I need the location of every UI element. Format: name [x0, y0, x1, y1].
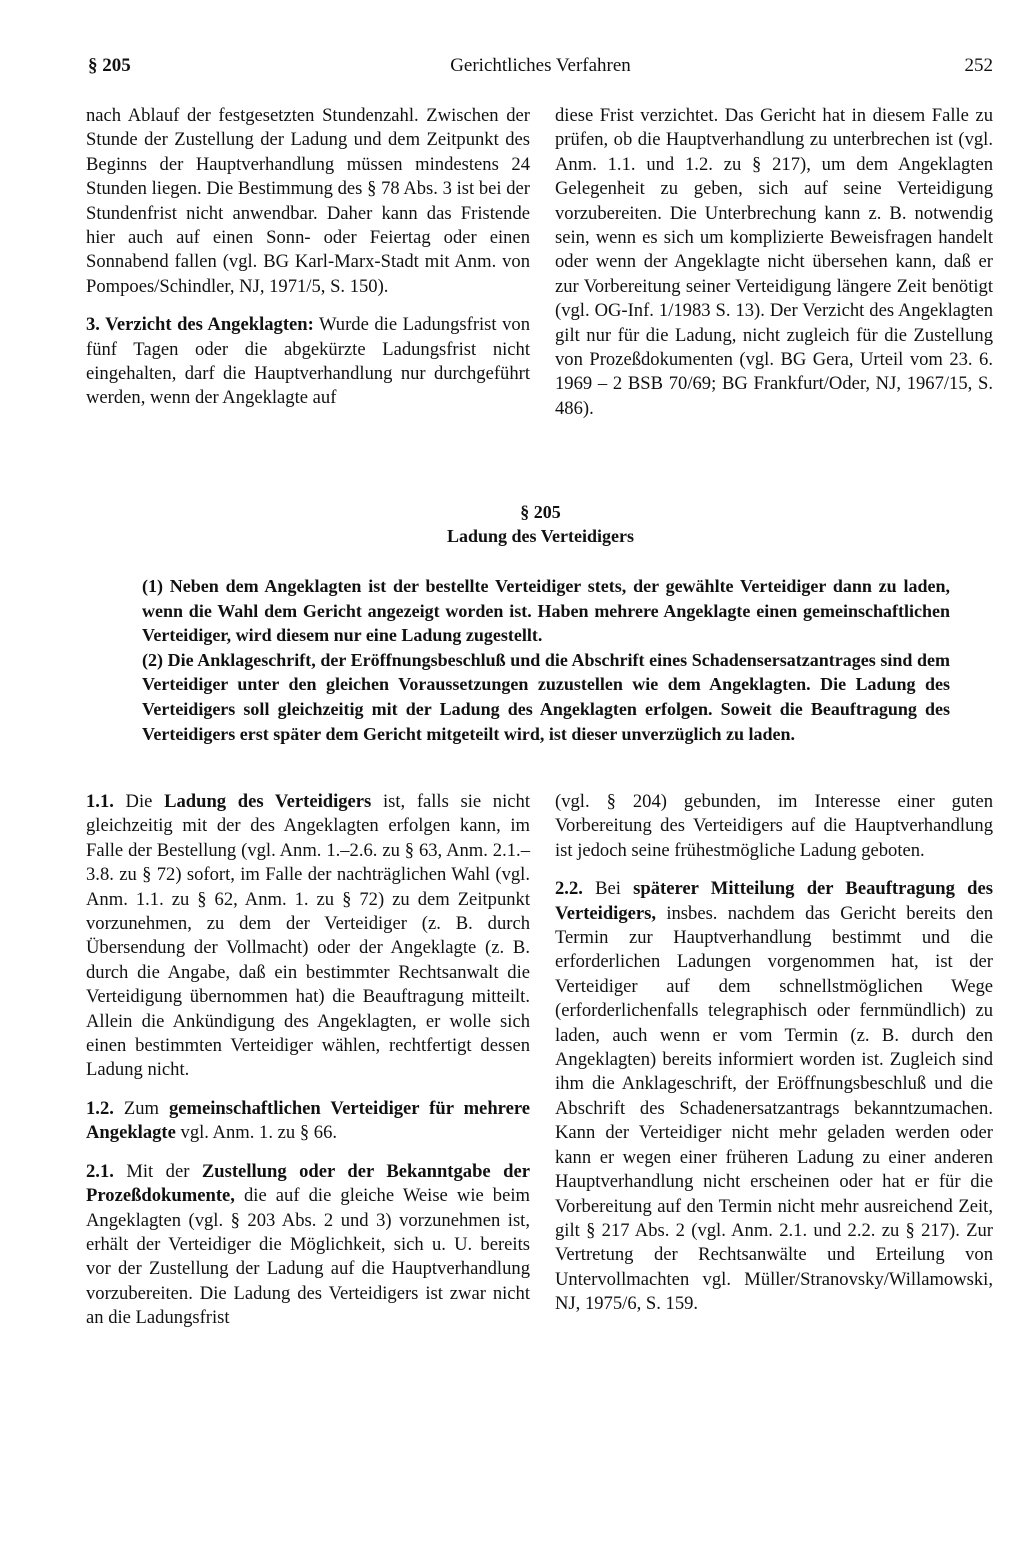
- note-text: vgl. Anm. 1. zu § 66.: [175, 1122, 338, 1144]
- note-text: ist, falls sie nicht gleichzeitig mit der des Angeklagten erfolgen kann, im Falle der Bestellung (vgl. Anm. 1.–2.6. zu § 63, Anm. 2.1.–3.8. zu § 72) sofort, im Falle der nachträglichen Wahl (vgl. Anm. 1.1. zu § 62, Anm. 1. zu § 72) zu dem Zeitpunkt vorzunehmen, zu dem der Verteidiger (z. B. durch Übersendung der Vollmacht) oder der Angeklagte (z. B. durch die Angabe, daß ein bestimmter Rechtsanwalt die Verteidigung übernommen hat) die Beauftragung mitteilt. Allein die Ankündigung des Angeklagten, er wolle sich einen bestimmten Verteidiger wählen, rechtfertigt dessen Ladung nicht.: [86, 791, 530, 1081]
- note-keyword: gemeinschaftlichen Verteidiger für mehrere Angeklagte: [86, 1097, 530, 1144]
- note-text: Zum: [113, 1097, 169, 1119]
- note-text: insbes. nachdem das Gericht bereits den Termin zur Hauptverhandlung bestimmt und die erforderlichen Ladungen vorgenommen hat, ist der Verteidiger auf dem schnellstmöglichen Wege (erforderlichenfalls telegraphisch oder fernmündlich) zu laden, auch wenn er vom Termin (z. B. durch den Angeklagten) bereits informiert worden ist. Zugleich sind ihm die Anklageschrift, der Eröffnungsbeschluß und die Abschrift des Schadenersatzantrags bekanntzumachen. Kann der Verteidiger nicht mehr geladen werden oder kann er wegen einer früheren Ladung zu einer anderen Hauptverhandlung nicht erscheinen oder hat er für die Vorbereitung auf den Termin nicht mehr ausreichend Zeit, gilt § 217 Abs. 2 (vgl. Anm. 2.1. und 2.2. zu § 217). Zur Vertretung der Rechtsanwälte und Erteilung von Untervollmachten vgl. Müller/Stranovsky/Willamowski, NJ, 1975/6, S. 159.: [555, 902, 993, 1315]
- top-right-paragraph: diese Frist verzichtet. Das Gericht hat in diesem Falle zu prüfen, ob die Hauptverhandlung zu unterbrechen ist (vgl. Anm. 1.1. und 1.2. zu § 217), um dem Angeklagten Gelegenheit zu geben, sich auf seine Verteidigung vorzubereiten. Die Unterbrechung kann z. B. notwendig sein, wenn es sich um komplizierte Beweisfragen handelt oder wenn der Angeklagte nicht übersehen kann, daß er zur Vorbereitung seiner Verteidigung längere Zeit benötigt (vgl. OG-Inf. 1/1983 S. 13). Der Verzicht des Angeklagten gilt nur für die Ladung, nicht zugleich für die Zustellung von Prozeßdokumenten (vgl. BG Gera, Urteil vom 23. 6. 1969 – 2 BSB 70/69; BG Frankfurt/Oder, NJ, 1967/15, S. 486).: [555, 105, 993, 419]
- note-text: Die: [113, 791, 165, 812]
- verzicht-heading: 3. Verzicht des Angeklagten:: [86, 314, 314, 336]
- statute-text: [142, 574, 950, 746]
- top-left-paragraph: nach Ablauf der festgesetzten Stundenzahl. Zwischen der Stunde der Zustellung der Ladung und dem Zeitpunkt des Beginns der Hauptverhandlung müssen mindestens 24 Stunden liegen. Die Bestimmung des § 78 Abs. 3 ist bei der Stundenfrist nicht anwendbar. Daher kann das Fristende hier auch auf einen Sonn- oder Feiertag oder einen Sonnabend fallen (vgl. BG Karl-Marx-Stadt mit Anm. von Pompoes/Schindler, NJ, 1971/5, S. 150).: [86, 105, 530, 297]
- note-2-1: [86, 1160, 530, 1331]
- note-keyword: Ladung des Verteidigers: [164, 791, 372, 812]
- note-text: Bei: [582, 878, 634, 900]
- page-header: [88, 55, 993, 85]
- note-keyword: späterer Mitteilung der Beauftragung des Verteidigers,: [555, 878, 993, 924]
- verzicht-text: Wurde die Ladungsfrist von fünf Tagen oder die abgekürzte Ladungsfrist nicht eingehalten, darf die Hauptverhandlung nur durchgeführt werden, wenn der Angeklagte auf: [86, 314, 530, 409]
- bottom-left-column: [86, 790, 530, 1331]
- statute-paragraph-2: (2) Die Anklageschrift, der Eröffnungsbeschluß und die Abschrift eines Schadensersatzantrages sind dem Verteidiger unter den gleichen Voraussetzungen zuzustellen wie dem Angeklagten. Die Ladung des Verteidigers soll gleichzeitig mit der Ladung des Angeklagten erfolgen. Soweit die Beauftragung des Verteidigers erst später dem Gericht mitgeteilt wird, ist dieser unverzüglich zu laden.: [142, 649, 950, 744]
- note-number: 2.2.: [555, 878, 583, 900]
- note-2-2: [555, 877, 993, 1316]
- note-keyword: Zustellung oder der Bekanntgabe der Prozeßdokumente,: [86, 1160, 530, 1207]
- header-title: Gerichtliches Verfahren: [450, 55, 631, 76]
- top-right-column: [555, 104, 993, 421]
- page-number: 252: [964, 55, 993, 76]
- note-number: 1.2.: [86, 1097, 114, 1119]
- statute-paragraph-1: (1) Neben dem Angeklagten ist der bestellte Verteidiger stets, der gewählte Verteidiger dann zu laden, wenn die Wahl dem Gericht angezeigt worden ist. Haben mehrere Angeklagte einen gemeinschaftlichen Verteidiger, wird diesem nur eine Ladung zugestellt.: [142, 576, 950, 646]
- note-1-2: [86, 1097, 530, 1146]
- bottom-right-column: [555, 790, 993, 1317]
- section-title: Ladung des Verteidigers: [446, 526, 635, 546]
- top-left-paragraph-verzicht: [86, 313, 530, 411]
- section-number: § 205: [520, 502, 561, 522]
- note-text: Mit der: [113, 1160, 202, 1182]
- top-left-column: [86, 104, 530, 411]
- note-1-1: [86, 790, 530, 1083]
- note-text: die auf die gleiche Weise wie beim Angeklagten (vgl. § 203 Abs. 2 und 3) vorzunehmen ist, erhält der Verteidiger die Möglichkeit, sich u. U. bereits vor der Zustellung der Ladung auf die Hauptverhandlung vorzubereiten. Die Ladung des Verteidigers ist zwar nicht an die Ladungsfrist: [86, 1185, 530, 1329]
- header-section: § 205: [88, 55, 131, 76]
- note-number: 2.1.: [86, 1160, 114, 1182]
- note-number: 1.1.: [86, 791, 114, 812]
- note-2-1-continued: (vgl. § 204) gebunden, im Interesse einer guten Vorbereitung des Verteidigers auf die Hauptverhandlung ist jedoch seine frühestmögliche Ladung geboten.: [555, 791, 993, 861]
